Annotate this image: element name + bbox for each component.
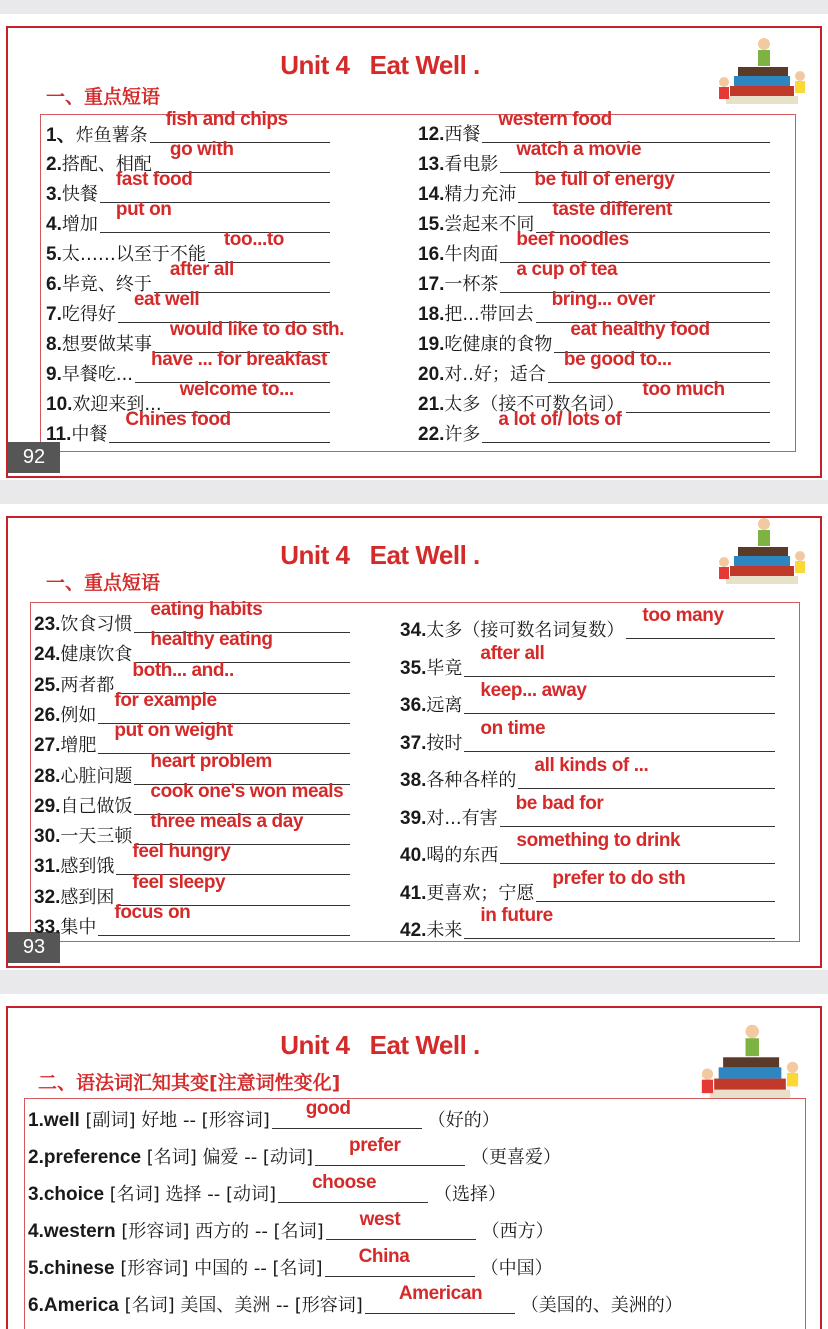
phrase-item (400, 766, 516, 792)
slide-page-92 (0, 14, 828, 480)
answer-text: eating habits (150, 599, 263, 620)
answer-text: Chines food (125, 409, 231, 430)
answer-text: prefer to do sth (552, 867, 686, 889)
phrase-chinese: 尝起来不同 (444, 214, 535, 235)
phrase-number: 33. (34, 917, 61, 938)
grammar-description: [名词] 选择 -- [动词] (104, 1184, 277, 1205)
phrase-number: 19. (418, 334, 445, 355)
phrase-item (418, 420, 480, 446)
phrase-number: 1、 (46, 125, 76, 146)
phrase-item (400, 691, 462, 717)
grammar-description: [名词] 偏爱 -- [动词] (141, 1147, 313, 1168)
phrase-item (46, 420, 107, 446)
phrase-chinese: 早餐吃... (61, 364, 134, 385)
grammar-line (28, 1143, 313, 1169)
phrase-chinese: 看电影 (444, 154, 499, 175)
grammar-word: 5.chinese (28, 1258, 115, 1279)
answer-text: prefer (348, 1135, 401, 1156)
phrase-number: 5. (46, 244, 62, 265)
phrase-item (46, 300, 116, 326)
phrase-item (418, 300, 534, 326)
chinese-meaning: （西方） (481, 1221, 554, 1242)
phrase-chinese: 心脏问题 (60, 765, 133, 787)
phrase-chinese: 想要做某事 (61, 334, 152, 355)
phrase-item (46, 120, 148, 146)
slide-title: Unit 4 Eat Well . (280, 1030, 480, 1060)
phrase-item (418, 180, 516, 206)
phrase-chinese: 太多（接可数名词复数） (426, 620, 625, 641)
phrase-chinese: 两者都 (60, 674, 115, 696)
answer-text: three meals a day (150, 811, 304, 833)
phrase-number: 23. (34, 614, 61, 635)
phrase-item (418, 120, 480, 146)
grammar-description: [形容词] 西方的 -- [名词] (115, 1221, 324, 1242)
phrase-item (400, 841, 498, 867)
answer-text: after all (480, 642, 545, 664)
phrase-number: 40. (400, 845, 427, 866)
answer-blank (326, 1217, 476, 1240)
phrase-number: 7. (46, 304, 62, 325)
phrase-number: 9. (46, 364, 62, 385)
phrase-chinese: 按时 (426, 732, 463, 754)
phrase-number: 17. (418, 274, 445, 295)
answer-text: have ... for breakfast (151, 349, 328, 370)
phrase-item (400, 916, 462, 942)
answer-text: feel sleepy (132, 871, 226, 893)
phrase-number: 21. (418, 394, 445, 415)
section-heading: 二、语法词汇知其变[注意词性变化] (38, 1072, 341, 1094)
phrase-item (46, 180, 98, 206)
answer-text: heart problem (150, 750, 272, 772)
phrase-chinese: 西餐 (444, 124, 481, 145)
phrase-chinese: 太……以至于不能 (61, 244, 206, 265)
answer-text: a cup of tea (516, 259, 618, 280)
phrase-item (418, 330, 552, 356)
grammar-line (28, 1291, 363, 1317)
phrase-number: 31. (34, 856, 61, 878)
answer-text: keep... away (480, 680, 587, 701)
phrase-chinese: 毕竟 (426, 657, 463, 679)
phrase-chinese: 一杯茶 (444, 274, 499, 295)
phrase-item (34, 792, 132, 818)
phrase-chinese: 增肥 (60, 735, 97, 757)
phrase-chinese: 集中 (60, 917, 97, 938)
phrase-number: 16. (418, 244, 445, 265)
phrase-number: 15. (418, 214, 445, 235)
phrase-number: 11. (46, 424, 72, 445)
grammar-line (28, 1254, 323, 1280)
phrase-item (34, 671, 114, 697)
answer-text: be full of energy (534, 169, 675, 190)
answer-text: be good to... (563, 349, 672, 370)
phrase-chinese: 例如 (60, 704, 97, 726)
answer-text: too much (642, 379, 725, 400)
phrase-chinese: 吃得好 (61, 304, 116, 325)
phrase-chinese: 炸鱼薯条 (75, 125, 148, 146)
grammar-word: 2.preference (28, 1147, 142, 1168)
answer-text: good (305, 1098, 351, 1119)
phrase-number: 4. (46, 214, 62, 235)
phrase-number: 14. (418, 184, 445, 205)
phrase-number: 28. (34, 765, 61, 787)
phrase-number: 35. (400, 657, 427, 679)
phrase-item (34, 640, 132, 666)
phrase-chinese: 搭配、相配 (61, 154, 152, 175)
phrase-chinese: 把...带回去 (444, 304, 534, 325)
kids-on-books-illustration (694, 1018, 806, 1110)
phrase-number: 22. (418, 424, 445, 445)
phrase-chinese: 更喜欢；宁愿 (426, 882, 535, 904)
phrase-item (34, 883, 114, 909)
phrase-chinese: 自己做饭 (60, 795, 133, 817)
answer-text: eat well (133, 289, 200, 310)
phrase-number: 8. (46, 334, 62, 355)
answer-text: healthy eating (150, 629, 273, 651)
phrase-chinese: 毕竟、终于 (61, 274, 152, 295)
kids-on-books-illustration (712, 512, 812, 594)
section-heading: 一、重点短语 (46, 572, 161, 594)
phrase-item (34, 762, 132, 788)
grammar-line (28, 1217, 324, 1243)
answer-text: fast food (115, 169, 193, 190)
phrase-chinese: 吃健康的食物 (444, 334, 553, 355)
phrase-item (400, 654, 462, 680)
answer-text: after all (169, 259, 234, 280)
phrase-item (34, 913, 96, 939)
phrase-number: 39. (400, 807, 427, 829)
phrase-chinese: 许多 (444, 424, 481, 445)
phrase-chinese: 感到困 (60, 886, 115, 908)
answer-text: all kinds of ... (534, 755, 649, 776)
chinese-meaning: （选择） (434, 1184, 507, 1205)
answer-text: go with (169, 139, 234, 160)
phrase-item (34, 610, 132, 636)
phrase-number: 29. (34, 795, 61, 817)
answer-text: for example (114, 689, 217, 711)
phrase-number: 6. (46, 274, 62, 295)
page-number-badge: 92 (8, 442, 60, 473)
chinese-meaning: （美国的、美洲的） (520, 1295, 683, 1316)
phrase-item (34, 852, 114, 878)
answer-text: eat healthy food (570, 319, 710, 340)
grammar-word: 3.choice (28, 1184, 105, 1205)
phrase-number: 12. (418, 124, 445, 145)
answer-text: put on weight (114, 720, 233, 742)
answer-text: west (359, 1209, 401, 1230)
phrase-number: 20. (418, 364, 445, 385)
grammar-word: 1.well (28, 1110, 80, 1131)
answer-text: fish and chips (165, 109, 288, 130)
phrase-chinese: 快餐 (61, 184, 98, 205)
answer-text: choose (312, 1172, 377, 1193)
grammar-word: 4.western (28, 1221, 116, 1242)
phrase-item (400, 879, 534, 905)
grammar-line (28, 1106, 270, 1132)
phrase-item (418, 150, 498, 176)
answer-text: welcome to... (179, 379, 294, 400)
phrase-chinese: 健康饮食 (60, 644, 133, 666)
phrase-chinese: 感到饿 (60, 856, 115, 878)
phrase-number: 36. (400, 695, 427, 716)
phrase-item (418, 240, 498, 266)
answer-text: cook one's won meals (150, 780, 344, 802)
phrase-chinese: 增加 (61, 214, 98, 235)
phrase-number: 3. (46, 184, 62, 205)
answer-text: too many (642, 605, 724, 626)
kids-on-books-illustration (712, 32, 812, 114)
phrase-chinese: 对...有害 (426, 807, 498, 829)
phrase-number: 34. (400, 620, 427, 641)
phrase-number: 37. (400, 732, 427, 754)
answer-text: feel hungry (132, 841, 231, 863)
grammar-line (28, 1180, 276, 1206)
grammar-word: 6.America (28, 1295, 119, 1316)
phrase-item (46, 330, 152, 356)
answer-text: China (358, 1246, 410, 1267)
phrase-number: 26. (34, 704, 61, 726)
grammar-description: [名词] 美国、美洲 -- [形容词] (118, 1295, 363, 1316)
phrase-chinese: 一天三顿 (60, 826, 133, 848)
answer-text: too...to (223, 229, 284, 250)
phrase-item (418, 270, 498, 296)
phrase-chinese: 远离 (426, 695, 463, 716)
phrase-number: 24. (34, 644, 61, 666)
phrase-item (418, 360, 546, 386)
slide-title: Unit 4 Eat Well . (280, 540, 480, 570)
phrase-chinese: 中餐 (71, 424, 108, 445)
phrase-item (400, 804, 498, 830)
answer-text: focus on (114, 902, 191, 923)
slide-page-93 (0, 504, 828, 970)
phrase-chinese: 太多（接不可数名词） (444, 394, 625, 415)
phrase-chinese: 牛肉面 (444, 244, 499, 265)
answer-text: be bad for (515, 792, 604, 814)
answer-text: put on (115, 199, 172, 220)
phrase-chinese: 对..好；适合 (444, 364, 546, 385)
answer-text: on time (480, 717, 546, 739)
phrase-item (34, 822, 132, 848)
answer-text: something to drink (516, 830, 681, 851)
answer-text: beef noodles (516, 229, 629, 250)
phrase-number: 2. (46, 154, 62, 175)
phrase-item (400, 729, 462, 755)
phrase-item (46, 210, 98, 236)
phrase-chinese: 各种各样的 (426, 770, 517, 791)
phrase-item (34, 701, 96, 727)
phrase-chinese: 欢迎来到... (72, 394, 162, 415)
phrase-number: 30. (34, 826, 61, 848)
grammar-description: [副词] 好地 -- [形容词] (79, 1110, 270, 1131)
phrase-chinese: 饮食习惯 (60, 614, 133, 635)
phrase-number: 18. (418, 304, 445, 325)
answer-text: western food (498, 109, 612, 130)
answer-text: in future (480, 905, 553, 926)
phrase-item (46, 360, 133, 386)
phrase-item (400, 616, 624, 642)
page-number-badge: 93 (8, 932, 60, 963)
phrase-chinese: 喝的东西 (426, 845, 499, 866)
phrase-number: 38. (400, 770, 427, 791)
answer-text: both... and.. (132, 659, 234, 681)
phrase-number: 10. (46, 394, 73, 415)
answer-text: American (398, 1283, 483, 1304)
grammar-description: [形容词] 中国的 -- [名词] (114, 1258, 323, 1279)
chinese-meaning: （中国） (480, 1258, 553, 1279)
chinese-meaning: （好的） (427, 1110, 500, 1131)
phrase-chinese: 未来 (426, 920, 463, 941)
phrase-number: 27. (34, 735, 61, 757)
slide-title: Unit 4 Eat Well . (280, 50, 480, 80)
chinese-meaning: （更喜爱） (470, 1147, 561, 1168)
section-heading: 一、重点短语 (46, 86, 161, 108)
phrase-item (34, 731, 96, 757)
phrase-number: 32. (34, 886, 61, 908)
answer-text: would like to do sth. (169, 319, 345, 340)
answer-text: a lot of/ lots of (498, 409, 622, 430)
answer-text: taste different (552, 199, 673, 220)
answer-text: bring... over (551, 289, 656, 310)
answer-text: watch a movie (516, 139, 642, 160)
phrase-number: 25. (34, 674, 61, 696)
phrase-chinese: 精力充沛 (444, 184, 517, 205)
phrase-number: 13. (418, 154, 445, 175)
slide-grammar (0, 994, 828, 1329)
phrase-number: 42. (400, 920, 427, 941)
phrase-number: 41. (400, 882, 427, 904)
